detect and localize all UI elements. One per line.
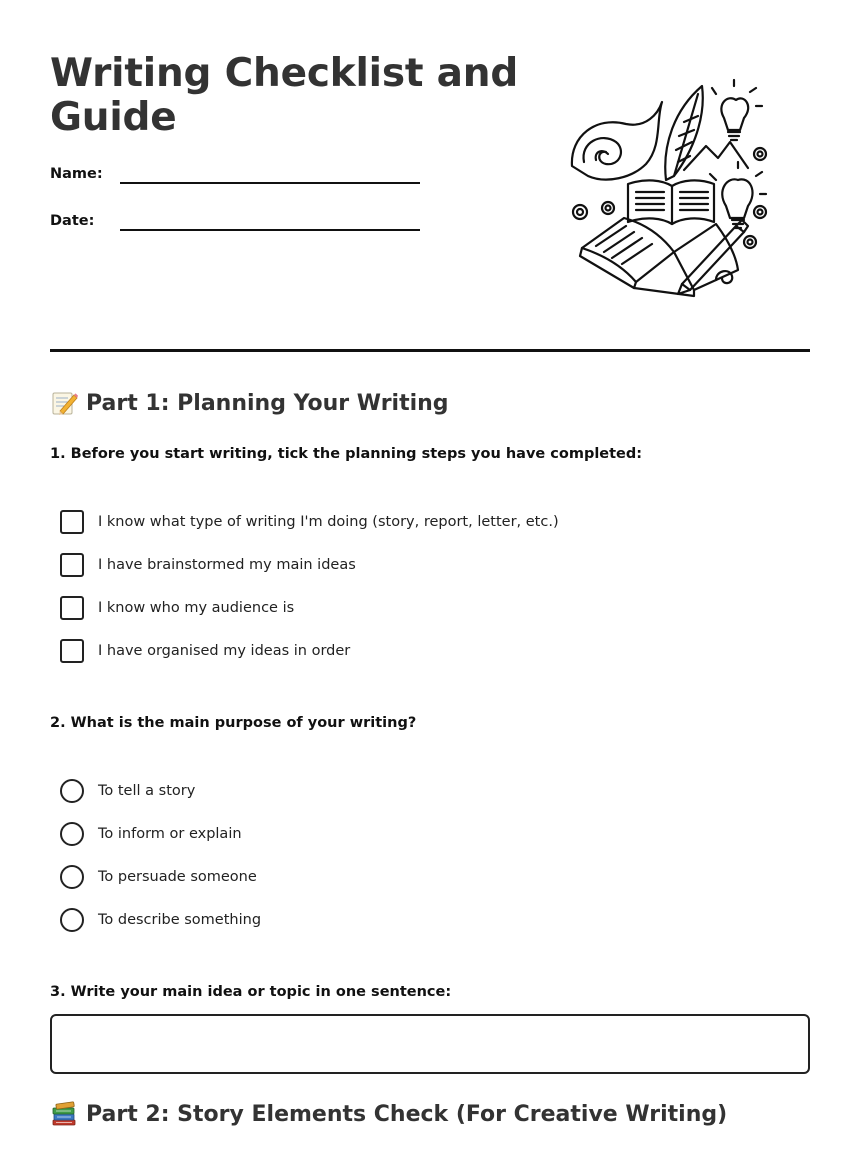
option-label: I have organised my ideas in order	[98, 643, 351, 659]
books-icon	[50, 1100, 78, 1128]
memo-pencil-icon	[50, 389, 78, 417]
planning-option-1[interactable]	[60, 509, 559, 535]
main-idea-answer-box[interactable]	[50, 1014, 810, 1074]
option-label: I know what type of writing I'm doing (story, report, letter, etc.)	[98, 514, 559, 530]
question-1-text: 1. Before you start writing, tick the planning steps you have completed:	[50, 446, 643, 462]
name-label: Name:	[50, 166, 103, 182]
option-label: I have brainstormed my main ideas	[98, 557, 356, 573]
name-field-row	[50, 166, 430, 196]
checkbox[interactable]	[60, 639, 84, 663]
planning-option-4[interactable]	[60, 638, 350, 664]
question-3-text: 3. Write your main idea or topic in one sentence:	[50, 984, 452, 1000]
purpose-option-4[interactable]	[60, 907, 261, 933]
radio-button[interactable]	[60, 822, 84, 846]
planning-option-2[interactable]	[60, 552, 356, 578]
radio-button[interactable]	[60, 908, 84, 932]
option-label: To describe something	[98, 912, 262, 928]
part2-heading-text: Part 2: Story Elements Check (For Creative Writing)	[86, 1101, 728, 1127]
planning-option-3[interactable]	[60, 595, 294, 621]
writing-doodle-illustration	[566, 76, 776, 298]
radio-button[interactable]	[60, 865, 84, 889]
purpose-option-3[interactable]	[60, 864, 257, 890]
checkbox[interactable]	[60, 510, 84, 534]
date-field-row	[50, 213, 430, 243]
radio-button[interactable]	[60, 779, 84, 803]
section-divider	[50, 349, 810, 352]
option-label: To persuade someone	[98, 869, 257, 885]
purpose-option-1[interactable]	[60, 778, 195, 804]
checkbox[interactable]	[60, 596, 84, 620]
option-label: I know who my audience is	[98, 600, 295, 616]
part2-heading	[50, 1100, 727, 1128]
part1-heading	[50, 389, 449, 417]
date-field[interactable]	[120, 229, 420, 231]
checkbox[interactable]	[60, 553, 84, 577]
page-title: Writing Checklist and Guide	[50, 51, 519, 140]
option-label: To tell a story	[98, 783, 196, 799]
purpose-option-2[interactable]	[60, 821, 242, 847]
option-label: To inform or explain	[98, 826, 242, 842]
part1-heading-text: Part 1: Planning Your Writing	[86, 390, 449, 416]
question-2-text: 2. What is the main purpose of your writing?	[50, 715, 417, 731]
name-field[interactable]	[120, 182, 420, 184]
date-label: Date:	[50, 213, 95, 229]
